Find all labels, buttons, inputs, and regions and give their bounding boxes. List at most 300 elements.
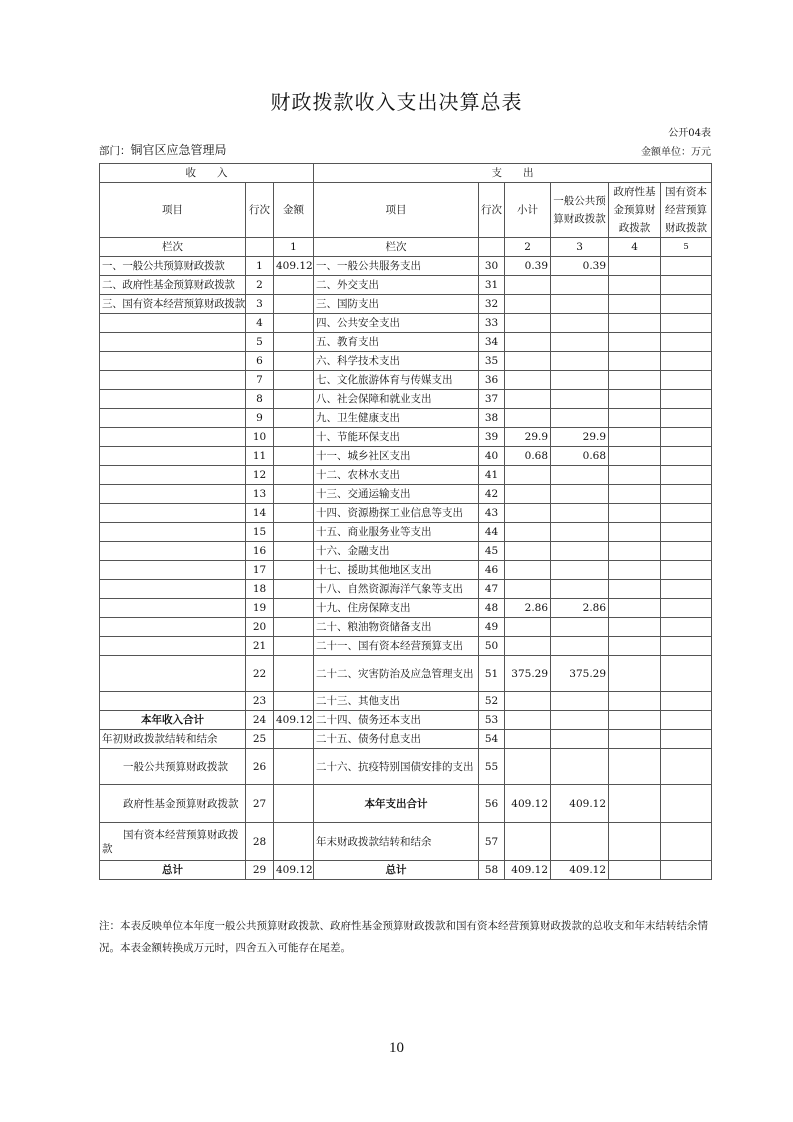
gov-fund-amount [609, 656, 661, 692]
state-capital-amount [661, 466, 712, 485]
state-capital-amount [661, 861, 712, 880]
income-item [100, 352, 246, 371]
general-public-amount [551, 276, 609, 295]
gov-fund-amount [609, 257, 661, 276]
col-2: 2 [505, 238, 551, 257]
gov-fund-amount [609, 447, 661, 466]
expense-item: 十六、金融支出 [314, 542, 479, 561]
table-row [100, 523, 712, 542]
general-public-amount: 0.39 [551, 257, 609, 276]
gov-fund-amount [609, 428, 661, 447]
income-item-header: 项目 [100, 183, 246, 238]
table-row [100, 352, 712, 371]
subtotal-amount [505, 390, 551, 409]
income-line-no: 10 [246, 428, 274, 447]
expense-line-header: 行次 [479, 183, 505, 238]
state-capital-amount [661, 333, 712, 352]
income-item [100, 580, 246, 599]
general-public-amount [551, 542, 609, 561]
gov-fund-header: 政府性基金预算财政拨款 [609, 183, 661, 238]
expense-line-no: 37 [479, 390, 505, 409]
income-line-no: 13 [246, 485, 274, 504]
expense-item: 四、公共安全支出 [314, 314, 479, 333]
state-capital-amount [661, 371, 712, 390]
expense-line-no: 57 [479, 823, 505, 861]
table-row [100, 276, 712, 295]
general-public-amount: 375.29 [551, 656, 609, 692]
col-3: 3 [551, 238, 609, 257]
income-line-no: 8 [246, 390, 274, 409]
general-public-header: 一般公共预算财政拨款 [551, 183, 609, 238]
gov-fund-amount [609, 523, 661, 542]
income-amount: 409.12 [274, 711, 314, 730]
expense-line-no: 45 [479, 542, 505, 561]
income-amount [274, 276, 314, 295]
expense-line-no: 33 [479, 314, 505, 333]
general-public-amount [551, 409, 609, 428]
subtotal-amount [505, 504, 551, 523]
gov-fund-amount [609, 785, 661, 823]
income-line-no: 11 [246, 447, 274, 466]
income-amount [274, 561, 314, 580]
general-public-amount: 409.12 [551, 861, 609, 880]
subtotal-amount [505, 692, 551, 711]
table-row [100, 711, 712, 730]
income-amount [274, 730, 314, 749]
state-capital-amount [661, 295, 712, 314]
table-row [100, 618, 712, 637]
state-capital-amount [661, 314, 712, 333]
subtotal-amount: 409.12 [505, 861, 551, 880]
col-label: 栏次 [100, 238, 246, 257]
income-amount [274, 314, 314, 333]
general-public-amount [551, 580, 609, 599]
state-capital-amount [661, 504, 712, 523]
expense-item: 十一、城乡社区支出 [314, 447, 479, 466]
income-item: 总计 [100, 861, 246, 880]
general-public-amount [551, 618, 609, 637]
general-public-amount [551, 466, 609, 485]
income-line-no: 18 [246, 580, 274, 599]
income-amount-header: 金额 [274, 183, 314, 238]
table-row [100, 371, 712, 390]
income-item: 政府性基金预算财政拨款 [100, 785, 246, 823]
general-public-amount [551, 390, 609, 409]
income-line-no: 6 [246, 352, 274, 371]
income-item [100, 409, 246, 428]
general-public-amount [551, 523, 609, 542]
income-amount [274, 692, 314, 711]
state-capital-header: 国有资本经营预算财政拨款 [661, 183, 712, 238]
gov-fund-amount [609, 823, 661, 861]
income-item [100, 428, 246, 447]
income-amount [274, 390, 314, 409]
subtotal-amount [505, 637, 551, 656]
state-capital-amount [661, 523, 712, 542]
income-line-no: 17 [246, 561, 274, 580]
table-row [100, 656, 712, 692]
income-line-no: 29 [246, 861, 274, 880]
gov-fund-amount [609, 295, 661, 314]
subtotal-amount: 375.29 [505, 656, 551, 692]
income-item [100, 542, 246, 561]
department [99, 141, 227, 158]
gov-fund-amount [609, 711, 661, 730]
income-line-no: 27 [246, 785, 274, 823]
expense-line-no: 48 [479, 599, 505, 618]
income-amount [274, 599, 314, 618]
subtotal-amount: 2.86 [505, 599, 551, 618]
expense-item: 九、卫生健康支出 [314, 409, 479, 428]
expense-item: 五、教育支出 [314, 333, 479, 352]
expense-item: 六、科学技术支出 [314, 352, 479, 371]
general-public-amount [551, 561, 609, 580]
expense-line-no: 43 [479, 504, 505, 523]
general-public-amount [551, 637, 609, 656]
table-row [100, 428, 712, 447]
income-item: 三、国有资本经营预算财政拨款 [100, 295, 246, 314]
income-line-no: 22 [246, 656, 274, 692]
expense-line-no: 49 [479, 618, 505, 637]
expense-line-no: 36 [479, 371, 505, 390]
subtotal-amount: 0.39 [505, 257, 551, 276]
subtotal-amount [505, 314, 551, 333]
income-amount [274, 785, 314, 823]
expense-line-no: 39 [479, 428, 505, 447]
expense-line-no: 53 [479, 711, 505, 730]
general-public-amount [551, 295, 609, 314]
expense-line-no: 42 [479, 485, 505, 504]
subtotal-amount [505, 466, 551, 485]
expense-line-no: 54 [479, 730, 505, 749]
income-amount [274, 618, 314, 637]
expense-item: 十五、商业服务业等支出 [314, 523, 479, 542]
general-public-amount: 2.86 [551, 599, 609, 618]
expense-item: 二十四、债务还本支出 [314, 711, 479, 730]
expense-item: 二十三、其他支出 [314, 692, 479, 711]
subtotal-amount [505, 276, 551, 295]
income-line-no: 3 [246, 295, 274, 314]
income-line-no: 14 [246, 504, 274, 523]
expense-line-no: 56 [479, 785, 505, 823]
income-amount [274, 580, 314, 599]
income-item [100, 561, 246, 580]
col-4: 4 [609, 238, 661, 257]
subtotal-amount [505, 485, 551, 504]
gov-fund-amount [609, 466, 661, 485]
subtotal-amount [505, 523, 551, 542]
income-amount [274, 485, 314, 504]
gov-fund-amount [609, 580, 661, 599]
expense-line-no: 32 [479, 295, 505, 314]
expense-item: 二十二、灾害防治及应急管理支出 [314, 656, 479, 692]
income-item [100, 618, 246, 637]
expense-item: 十九、住房保障支出 [314, 599, 479, 618]
income-amount [274, 409, 314, 428]
state-capital-amount [661, 390, 712, 409]
state-capital-amount [661, 785, 712, 823]
general-public-amount: 409.12 [551, 785, 609, 823]
expense-item: 二十六、抗疫特别国债安排的支出 [314, 749, 479, 785]
expense-item: 二十一、国有资本经营预算支出 [314, 637, 479, 656]
table-row [100, 599, 712, 618]
subtotal-amount [505, 561, 551, 580]
income-line-no: 24 [246, 711, 274, 730]
gov-fund-amount [609, 618, 661, 637]
state-capital-amount [661, 580, 712, 599]
income-line-no: 21 [246, 637, 274, 656]
expense-line-no: 31 [479, 276, 505, 295]
col-label: 栏次 [314, 238, 479, 257]
income-item [100, 692, 246, 711]
subtotal-amount [505, 730, 551, 749]
income-amount: 409.12 [274, 257, 314, 276]
gov-fund-amount [609, 692, 661, 711]
table-row [100, 333, 712, 352]
general-public-amount [551, 333, 609, 352]
expense-item: 二、外交支出 [314, 276, 479, 295]
gov-fund-amount [609, 276, 661, 295]
table-row [100, 295, 712, 314]
subtotal-amount [505, 371, 551, 390]
subtotal-amount [505, 352, 551, 371]
income-item: 一般公共预算财政拨款 [100, 749, 246, 785]
expense-item: 十三、交通运输支出 [314, 485, 479, 504]
gov-fund-amount [609, 333, 661, 352]
income-amount [274, 504, 314, 523]
income-line-no: 16 [246, 542, 274, 561]
expense-item: 十、节能环保支出 [314, 428, 479, 447]
col-1: 1 [274, 238, 314, 257]
state-capital-amount [661, 618, 712, 637]
fiscal-summary-table [99, 163, 712, 880]
income-amount [274, 542, 314, 561]
income-amount [274, 656, 314, 692]
income-line-no: 28 [246, 823, 274, 861]
page-number: 10 [389, 1040, 404, 1056]
expense-item-header: 项目 [314, 183, 479, 238]
expense-line-no: 58 [479, 861, 505, 880]
income-item [100, 333, 246, 352]
table-row [100, 314, 712, 333]
income-item: 一、一般公共预算财政拨款 [100, 257, 246, 276]
income-amount [274, 466, 314, 485]
expense-line-no: 35 [479, 352, 505, 371]
gov-fund-amount [609, 409, 661, 428]
state-capital-amount [661, 257, 712, 276]
gov-fund-amount [609, 637, 661, 656]
income-amount [274, 352, 314, 371]
subtotal-amount [505, 409, 551, 428]
table-row [100, 409, 712, 428]
income-line-header: 行次 [246, 183, 274, 238]
table-row [100, 390, 712, 409]
income-amount [274, 749, 314, 785]
gov-fund-amount [609, 352, 661, 371]
subtotal-amount: 29.9 [505, 428, 551, 447]
state-capital-amount [661, 711, 712, 730]
income-line-no: 23 [246, 692, 274, 711]
expense-line-no: 40 [479, 447, 505, 466]
general-public-amount: 29.9 [551, 428, 609, 447]
income-item [100, 656, 246, 692]
income-line-no: 1 [246, 257, 274, 276]
expense-header: 支 出 [314, 164, 712, 183]
expense-item: 十七、援助其他地区支出 [314, 561, 479, 580]
general-public-amount [551, 314, 609, 333]
subtotal-amount [505, 823, 551, 861]
expense-item: 八、社会保障和就业支出 [314, 390, 479, 409]
state-capital-amount [661, 599, 712, 618]
income-amount [274, 823, 314, 861]
subtotal-header: 小计 [505, 183, 551, 238]
state-capital-amount [661, 485, 712, 504]
expense-item: 十二、农林水支出 [314, 466, 479, 485]
general-public-amount: 0.68 [551, 447, 609, 466]
table-note: 注：本表反映单位本年度一般公共预算财政拨款、政府性基金预算财政拨款和国有资本经营预算财政拨款的总收支和年末结转结余情况。本表金额转换成万元时，四舍五入可能存在尾差。 [99, 920, 708, 954]
gov-fund-amount [609, 542, 661, 561]
expense-item: 二十五、债务付息支出 [314, 730, 479, 749]
subtotal-amount: 409.12 [505, 785, 551, 823]
subtotal-amount [505, 711, 551, 730]
state-capital-amount [661, 749, 712, 785]
income-amount [274, 637, 314, 656]
form-code: 公开04表 [668, 128, 711, 139]
table-row [100, 466, 712, 485]
general-public-amount [551, 692, 609, 711]
income-line-no: 9 [246, 409, 274, 428]
page-title: 财政拨款收入支出决算总表 [270, 90, 523, 114]
table-row [100, 861, 712, 880]
income-item [100, 637, 246, 656]
general-public-amount [551, 371, 609, 390]
income-item: 二、政府性基金预算财政拨款 [100, 276, 246, 295]
table-row [100, 485, 712, 504]
income-line-no: 19 [246, 599, 274, 618]
expense-line-no: 50 [479, 637, 505, 656]
income-item [100, 447, 246, 466]
state-capital-amount [661, 447, 712, 466]
state-capital-amount [661, 409, 712, 428]
table-row [100, 823, 712, 861]
table-row [100, 637, 712, 656]
income-amount: 409.12 [274, 861, 314, 880]
income-amount [274, 295, 314, 314]
state-capital-amount [661, 656, 712, 692]
income-item: 本年收入合计 [100, 711, 246, 730]
income-item [100, 485, 246, 504]
income-item: 国有资本经营预算财政拨款 [100, 823, 246, 861]
gov-fund-amount [609, 599, 661, 618]
income-amount [274, 447, 314, 466]
income-item [100, 390, 246, 409]
expense-item: 十八、自然资源海洋气象等支出 [314, 580, 479, 599]
income-line-no: 4 [246, 314, 274, 333]
expense-item: 年末财政拨款结转和结余 [314, 823, 479, 861]
income-line-no: 5 [246, 333, 274, 352]
table-row [100, 504, 712, 523]
gov-fund-amount [609, 730, 661, 749]
table-row [100, 730, 712, 749]
general-public-amount [551, 711, 609, 730]
state-capital-amount [661, 561, 712, 580]
state-capital-amount [661, 692, 712, 711]
income-line-no: 20 [246, 618, 274, 637]
expense-item: 总计 [314, 861, 479, 880]
expense-line-no: 55 [479, 749, 505, 785]
income-amount [274, 371, 314, 390]
table-row [100, 561, 712, 580]
expense-line-no: 47 [479, 580, 505, 599]
general-public-amount [551, 749, 609, 785]
state-capital-amount [661, 276, 712, 295]
gov-fund-amount [609, 861, 661, 880]
expense-line-no: 44 [479, 523, 505, 542]
income-line-no: 7 [246, 371, 274, 390]
expense-line-no: 38 [479, 409, 505, 428]
income-line-no: 26 [246, 749, 274, 785]
income-item [100, 314, 246, 333]
gov-fund-amount [609, 390, 661, 409]
expense-line-no: 51 [479, 656, 505, 692]
table-row [100, 785, 712, 823]
subtotal-amount [505, 295, 551, 314]
expense-item: 三、国防支出 [314, 295, 479, 314]
income-item [100, 371, 246, 390]
general-public-amount [551, 352, 609, 371]
gov-fund-amount [609, 561, 661, 580]
table-row [100, 749, 712, 785]
general-public-amount [551, 504, 609, 523]
expense-line-no: 41 [479, 466, 505, 485]
state-capital-amount [661, 730, 712, 749]
general-public-amount [551, 730, 609, 749]
general-public-amount [551, 823, 609, 861]
subtotal-amount [505, 542, 551, 561]
table-row [100, 447, 712, 466]
gov-fund-amount [609, 485, 661, 504]
income-item [100, 466, 246, 485]
expense-line-no: 46 [479, 561, 505, 580]
expense-item: 二十、粮油物资储备支出 [314, 618, 479, 637]
gov-fund-amount [609, 314, 661, 333]
income-item [100, 599, 246, 618]
gov-fund-amount [609, 504, 661, 523]
income-amount [274, 333, 314, 352]
subtotal-amount [505, 749, 551, 785]
subtotal-amount [505, 618, 551, 637]
income-header: 收 入 [100, 164, 314, 183]
table-row [100, 580, 712, 599]
amount-unit: 金额单位：万元 [641, 147, 711, 158]
state-capital-amount [661, 542, 712, 561]
income-item [100, 504, 246, 523]
state-capital-amount [661, 637, 712, 656]
table-row [100, 692, 712, 711]
department-name: 铜官区应急管理局 [130, 143, 227, 157]
expense-item: 十四、资源勘探工业信息等支出 [314, 504, 479, 523]
expense-item: 本年支出合计 [314, 785, 479, 823]
table-row [100, 542, 712, 561]
gov-fund-amount [609, 371, 661, 390]
subtotal-amount [505, 580, 551, 599]
subtotal-amount [505, 333, 551, 352]
state-capital-amount [661, 352, 712, 371]
state-capital-amount [661, 823, 712, 861]
department-label: 部门： [99, 145, 131, 157]
gov-fund-amount [609, 749, 661, 785]
income-line-no: 2 [246, 276, 274, 295]
